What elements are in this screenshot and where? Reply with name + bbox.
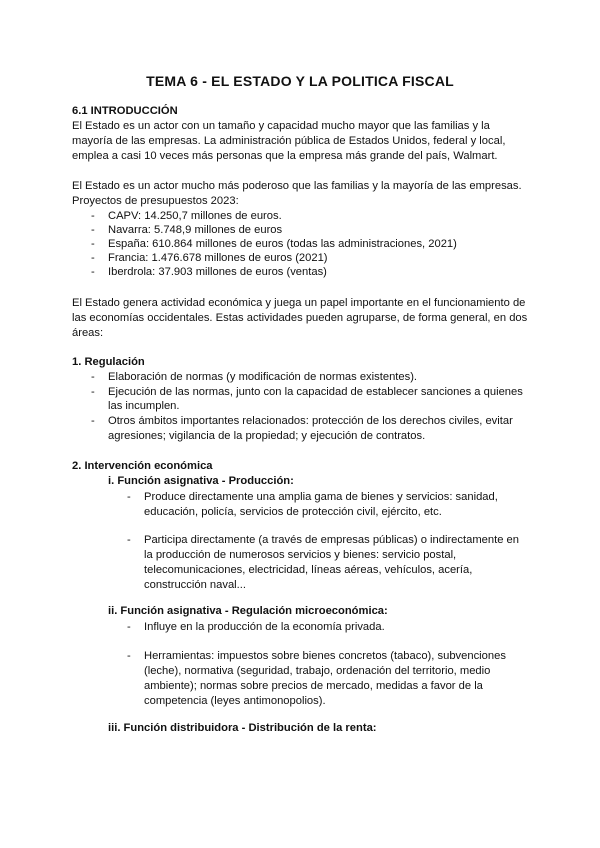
paragraph-line: emplea a casi 10 veces más personas que la empresa más grande del país, Walmart. — [72, 150, 498, 162]
list-item: Otros ámbitos importantes relacionados: protección de los derechos civiles, evitar — [108, 415, 513, 427]
paragraph-line: El Estado es un actor con un tamaño y capacidad mucho mayor que las familias y la — [72, 120, 490, 132]
list-item-cont: ambiente); normas sobre precios de mercado, medidas a favor de la — [144, 680, 483, 692]
paragraph-line: El Estado genera actividad económica y juega un papel importante en el funcionamiento de — [72, 297, 526, 309]
bullet-dash: - — [127, 491, 131, 503]
paragraph-line: El Estado es un actor mucho más poderoso que las familias y la mayoría de las empresas. — [72, 180, 522, 192]
list-item: Produce directamente una amplia gama de bienes y servicios: sanidad, — [144, 491, 498, 503]
list-item-cont: competencia (leyes antimonopolios). — [144, 695, 326, 707]
section-heading-regulacion: 1. Regulación — [72, 356, 145, 368]
budget-item: Francia: 1.476.678 millones de euros (2021) — [108, 252, 328, 264]
paragraph-line: las economías occidentales. Estas actividades pueden agruparse, de forma general, en dos — [72, 312, 528, 324]
paragraph-line: Proyectos de presupuestos 2023: — [72, 195, 239, 207]
budget-item: Iberdrola: 37.903 millones de euros (ventas) — [108, 266, 327, 278]
section-heading-intervencion: 2. Intervención económica — [72, 460, 213, 472]
list-item: Ejecución de las normas, junto con la capacidad de establecer sanciones a quienes — [108, 386, 523, 398]
budget-item: España: 610.864 millones de euros (todas las administraciones, 2021) — [108, 238, 457, 250]
list-item-cont: telecomunicaciones, electricidad, líneas aéreas, vehículos, acería, — [144, 564, 473, 576]
list-item-cont: (leche), normativa (seguridad, trabajo, ordenación del territorio, medio — [144, 665, 491, 677]
bullet-dash: - — [91, 224, 95, 236]
bullet-dash: - — [91, 210, 95, 222]
bullet-dash: - — [91, 266, 95, 278]
bullet-dash: - — [91, 415, 95, 427]
bullet-dash: - — [91, 386, 95, 398]
subsection-heading: ii. Función asignativa - Regulación microeconómica: — [108, 605, 388, 617]
bullet-dash: - — [91, 252, 95, 264]
paragraph-line: áreas: — [72, 327, 104, 339]
list-item: Herramientas: impuestos sobre bienes concretos (tabaco), subvenciones — [144, 650, 506, 662]
section-heading-intro: 6.1 INTRODUCCIÓN — [72, 105, 178, 117]
list-item: Elaboración de normas (y modificación de normas existentes). — [108, 371, 418, 383]
page-title: TEMA 6 - EL ESTADO Y LA POLITICA FISCAL — [146, 73, 454, 89]
list-item-cont: la producción de numerosos servicios y bienes: servicio postal, — [144, 549, 457, 561]
bullet-dash: - — [91, 238, 95, 250]
subsection-heading: iii. Función distribuidora - Distribución de la renta: — [108, 722, 377, 734]
bullet-dash: - — [127, 650, 131, 662]
list-item: Participa directamente (a través de empresas públicas) o indirectamente en — [144, 534, 519, 546]
list-item-cont: educación, policía, servicios de protección civil, ejército, etc. — [144, 506, 442, 518]
bullet-dash: - — [127, 534, 131, 546]
list-item-cont: las incumplen. — [108, 400, 180, 412]
bullet-dash: - — [91, 371, 95, 383]
budget-item: Navarra: 5.748,9 millones de euros — [108, 224, 283, 236]
bullet-dash: - — [127, 621, 131, 633]
list-item-cont: construcción naval... — [144, 579, 246, 591]
paragraph-line: mayoría de las empresas. La administración pública de Estados Unidos, federal y local, — [72, 135, 506, 147]
budget-item: CAPV: 14.250,7 millones de euros. — [108, 210, 282, 222]
subsection-heading: i. Función asignativa - Producción: — [108, 475, 294, 487]
list-item: Influye en la producción de la economía privada. — [144, 621, 385, 633]
list-item-cont: agresiones; vigilancia de la propiedad; y ejecución de contratos. — [108, 430, 426, 442]
